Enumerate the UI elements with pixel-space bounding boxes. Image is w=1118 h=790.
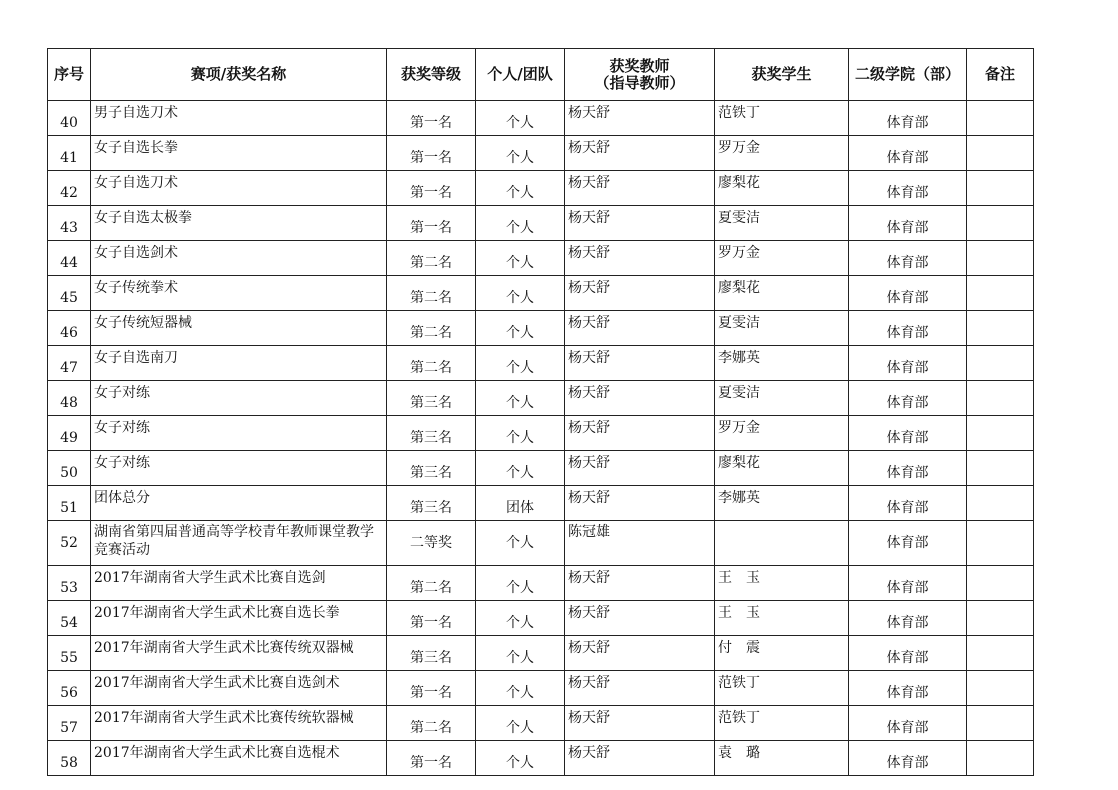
cell-remark: [967, 451, 1034, 486]
header-teacher: [565, 49, 715, 101]
cell-name: 2017年湖南省大学生武术比赛自选长拳: [91, 601, 387, 636]
cell-college: 体育部: [849, 486, 967, 521]
cell-name: 男子自选刀术: [91, 101, 387, 136]
cell-college: 体育部: [849, 741, 967, 776]
cell-type: 个人: [476, 136, 565, 171]
cell-student: 范铁丁: [715, 706, 849, 741]
cell-remark: [967, 171, 1034, 206]
cell-level: 第二名: [387, 566, 476, 601]
header-student: 获奖学生: [715, 49, 849, 101]
cell-seq: 52: [48, 521, 91, 566]
table-row: [48, 706, 1034, 741]
cell-type: 个人: [476, 566, 565, 601]
cell-remark: [967, 276, 1034, 311]
cell-seq: 51: [48, 486, 91, 521]
cell-teacher: 杨天舒: [565, 741, 715, 776]
cell-teacher: 杨天舒: [565, 346, 715, 381]
cell-seq: 41: [48, 136, 91, 171]
cell-name: 团体总分: [91, 486, 387, 521]
cell-type: 个人: [476, 381, 565, 416]
cell-remark: [967, 101, 1034, 136]
table-row: [48, 171, 1034, 206]
cell-teacher: 杨天舒: [565, 601, 715, 636]
cell-seq: 56: [48, 671, 91, 706]
cell-type: 团体: [476, 486, 565, 521]
cell-level: 第三名: [387, 416, 476, 451]
cell-name: 2017年湖南省大学生武术比赛自选剑: [91, 566, 387, 601]
cell-college: 体育部: [849, 521, 967, 566]
cell-seq: 54: [48, 601, 91, 636]
header-type: 个人/团队: [476, 49, 565, 101]
header-level: 获奖等级: [387, 49, 476, 101]
header-remark: 备注: [967, 49, 1034, 101]
cell-level: 第二名: [387, 346, 476, 381]
cell-name: 女子对练: [91, 381, 387, 416]
cell-teacher: 杨天舒: [565, 671, 715, 706]
cell-remark: [967, 416, 1034, 451]
cell-teacher: 陈冠雄: [565, 521, 715, 566]
cell-remark: [967, 601, 1034, 636]
cell-level: 第一名: [387, 171, 476, 206]
cell-student: 罗万金: [715, 416, 849, 451]
table-row: [48, 136, 1034, 171]
cell-name: 2017年湖南省大学生武术比赛自选剑术: [91, 671, 387, 706]
cell-seq: 44: [48, 241, 91, 276]
table-row: [48, 671, 1034, 706]
cell-teacher: 杨天舒: [565, 276, 715, 311]
cell-student: 罗万金: [715, 136, 849, 171]
table-row: [48, 601, 1034, 636]
cell-college: 体育部: [849, 381, 967, 416]
cell-seq: 42: [48, 171, 91, 206]
cell-remark: [967, 706, 1034, 741]
table-row: [48, 416, 1034, 451]
cell-student: 廖梨花: [715, 451, 849, 486]
cell-student: 廖梨花: [715, 276, 849, 311]
cell-college: 体育部: [849, 706, 967, 741]
cell-name: 2017年湖南省大学生武术比赛传统软器械: [91, 706, 387, 741]
cell-remark: [967, 521, 1034, 566]
cell-seq: 58: [48, 741, 91, 776]
cell-seq: 49: [48, 416, 91, 451]
table-row: [48, 311, 1034, 346]
cell-type: 个人: [476, 601, 565, 636]
cell-name: 湖南省第四届普通高等学校青年教师课堂教学竞赛活动: [91, 521, 387, 566]
cell-remark: [967, 381, 1034, 416]
table-row: [48, 206, 1034, 241]
cell-level: 第一名: [387, 741, 476, 776]
cell-seq: 45: [48, 276, 91, 311]
cell-type: 个人: [476, 416, 565, 451]
cell-student: 王 玉: [715, 601, 849, 636]
cell-student: 范铁丁: [715, 671, 849, 706]
table-row: [48, 636, 1034, 671]
cell-level: 第一名: [387, 601, 476, 636]
cell-college: 体育部: [849, 636, 967, 671]
cell-level: 第三名: [387, 486, 476, 521]
cell-type: 个人: [476, 636, 565, 671]
cell-teacher: 杨天舒: [565, 416, 715, 451]
cell-college: 体育部: [849, 276, 967, 311]
header-teacher-line1: 获奖教师: [609, 56, 670, 75]
cell-college: 体育部: [849, 451, 967, 486]
table-row: [48, 276, 1034, 311]
header-teacher-line2: （指导教师）: [594, 73, 685, 92]
cell-college: 体育部: [849, 346, 967, 381]
cell-student: 廖梨花: [715, 171, 849, 206]
cell-level: 第一名: [387, 671, 476, 706]
cell-college: 体育部: [849, 566, 967, 601]
awards-table: [47, 48, 1034, 776]
cell-remark: [967, 741, 1034, 776]
table-row: [48, 486, 1034, 521]
cell-type: 个人: [476, 206, 565, 241]
cell-seq: 57: [48, 706, 91, 741]
cell-college: 体育部: [849, 311, 967, 346]
cell-student: [715, 521, 849, 566]
cell-level: 第二名: [387, 706, 476, 741]
cell-teacher: 杨天舒: [565, 136, 715, 171]
cell-remark: [967, 346, 1034, 381]
cell-student: 夏雯洁: [715, 311, 849, 346]
cell-student: 王 玉: [715, 566, 849, 601]
cell-student: 罗万金: [715, 241, 849, 276]
cell-level: 第三名: [387, 381, 476, 416]
cell-type: 个人: [476, 311, 565, 346]
cell-college: 体育部: [849, 136, 967, 171]
cell-seq: 50: [48, 451, 91, 486]
cell-type: 个人: [476, 241, 565, 276]
cell-name: 2017年湖南省大学生武术比赛自选棍术: [91, 741, 387, 776]
cell-seq: 46: [48, 311, 91, 346]
cell-type: 个人: [476, 171, 565, 206]
cell-type: 个人: [476, 671, 565, 706]
cell-type: 个人: [476, 451, 565, 486]
header-name: 赛项/获奖名称: [91, 49, 387, 101]
cell-name: 女子自选太极拳: [91, 206, 387, 241]
cell-college: 体育部: [849, 671, 967, 706]
cell-student: 夏雯洁: [715, 381, 849, 416]
cell-remark: [967, 136, 1034, 171]
cell-teacher: 杨天舒: [565, 171, 715, 206]
cell-college: 体育部: [849, 206, 967, 241]
cell-level: 第一名: [387, 206, 476, 241]
cell-level: 第二名: [387, 311, 476, 346]
cell-teacher: 杨天舒: [565, 206, 715, 241]
cell-remark: [967, 486, 1034, 521]
cell-teacher: 杨天舒: [565, 566, 715, 601]
cell-name: 女子对练: [91, 451, 387, 486]
cell-seq: 47: [48, 346, 91, 381]
cell-student: 袁 璐: [715, 741, 849, 776]
cell-type: 个人: [476, 706, 565, 741]
cell-seq: 48: [48, 381, 91, 416]
header-row: [48, 49, 1034, 101]
cell-name: 女子传统拳术: [91, 276, 387, 311]
cell-teacher: 杨天舒: [565, 101, 715, 136]
cell-college: 体育部: [849, 601, 967, 636]
cell-name: 女子自选长拳: [91, 136, 387, 171]
header-seq: 序号: [48, 49, 91, 101]
cell-remark: [967, 241, 1034, 276]
cell-name: 女子自选刀术: [91, 171, 387, 206]
cell-type: 个人: [476, 741, 565, 776]
cell-student: 范铁丁: [715, 101, 849, 136]
cell-level: 第二名: [387, 241, 476, 276]
table-row: [48, 346, 1034, 381]
cell-teacher: 杨天舒: [565, 451, 715, 486]
cell-remark: [967, 671, 1034, 706]
cell-teacher: 杨天舒: [565, 486, 715, 521]
cell-college: 体育部: [849, 171, 967, 206]
cell-college: 体育部: [849, 101, 967, 136]
cell-remark: [967, 206, 1034, 241]
cell-name: 女子传统短器械: [91, 311, 387, 346]
cell-student: 夏雯洁: [715, 206, 849, 241]
cell-college: 体育部: [849, 241, 967, 276]
table-row: [48, 451, 1034, 486]
cell-remark: [967, 566, 1034, 601]
cell-level: 第一名: [387, 101, 476, 136]
cell-level: 第三名: [387, 636, 476, 671]
cell-level: 第一名: [387, 136, 476, 171]
cell-name: 女子自选剑术: [91, 241, 387, 276]
table-row: [48, 521, 1034, 566]
cell-level: 第二名: [387, 276, 476, 311]
cell-teacher: 杨天舒: [565, 381, 715, 416]
cell-remark: [967, 636, 1034, 671]
table-row: [48, 381, 1034, 416]
header-college: 二级学院（部）: [849, 49, 967, 101]
cell-remark: [967, 311, 1034, 346]
cell-seq: 43: [48, 206, 91, 241]
cell-student: 李娜英: [715, 346, 849, 381]
cell-level: 第三名: [387, 451, 476, 486]
cell-type: 个人: [476, 276, 565, 311]
cell-seq: 40: [48, 101, 91, 136]
cell-seq: 53: [48, 566, 91, 601]
cell-seq: 55: [48, 636, 91, 671]
cell-level: 二等奖: [387, 521, 476, 566]
cell-student: 李娜英: [715, 486, 849, 521]
cell-name: 2017年湖南省大学生武术比赛传统双器械: [91, 636, 387, 671]
cell-name: 女子自选南刀: [91, 346, 387, 381]
cell-name: 女子对练: [91, 416, 387, 451]
cell-type: 个人: [476, 101, 565, 136]
cell-type: 个人: [476, 521, 565, 566]
cell-student: 付 震: [715, 636, 849, 671]
cell-teacher: 杨天舒: [565, 241, 715, 276]
table-row: [48, 241, 1034, 276]
cell-type: 个人: [476, 346, 565, 381]
cell-teacher: 杨天舒: [565, 706, 715, 741]
cell-teacher: 杨天舒: [565, 311, 715, 346]
cell-teacher: 杨天舒: [565, 636, 715, 671]
table-row: [48, 566, 1034, 601]
table-row: [48, 101, 1034, 136]
table-row: [48, 741, 1034, 776]
cell-college: 体育部: [849, 416, 967, 451]
